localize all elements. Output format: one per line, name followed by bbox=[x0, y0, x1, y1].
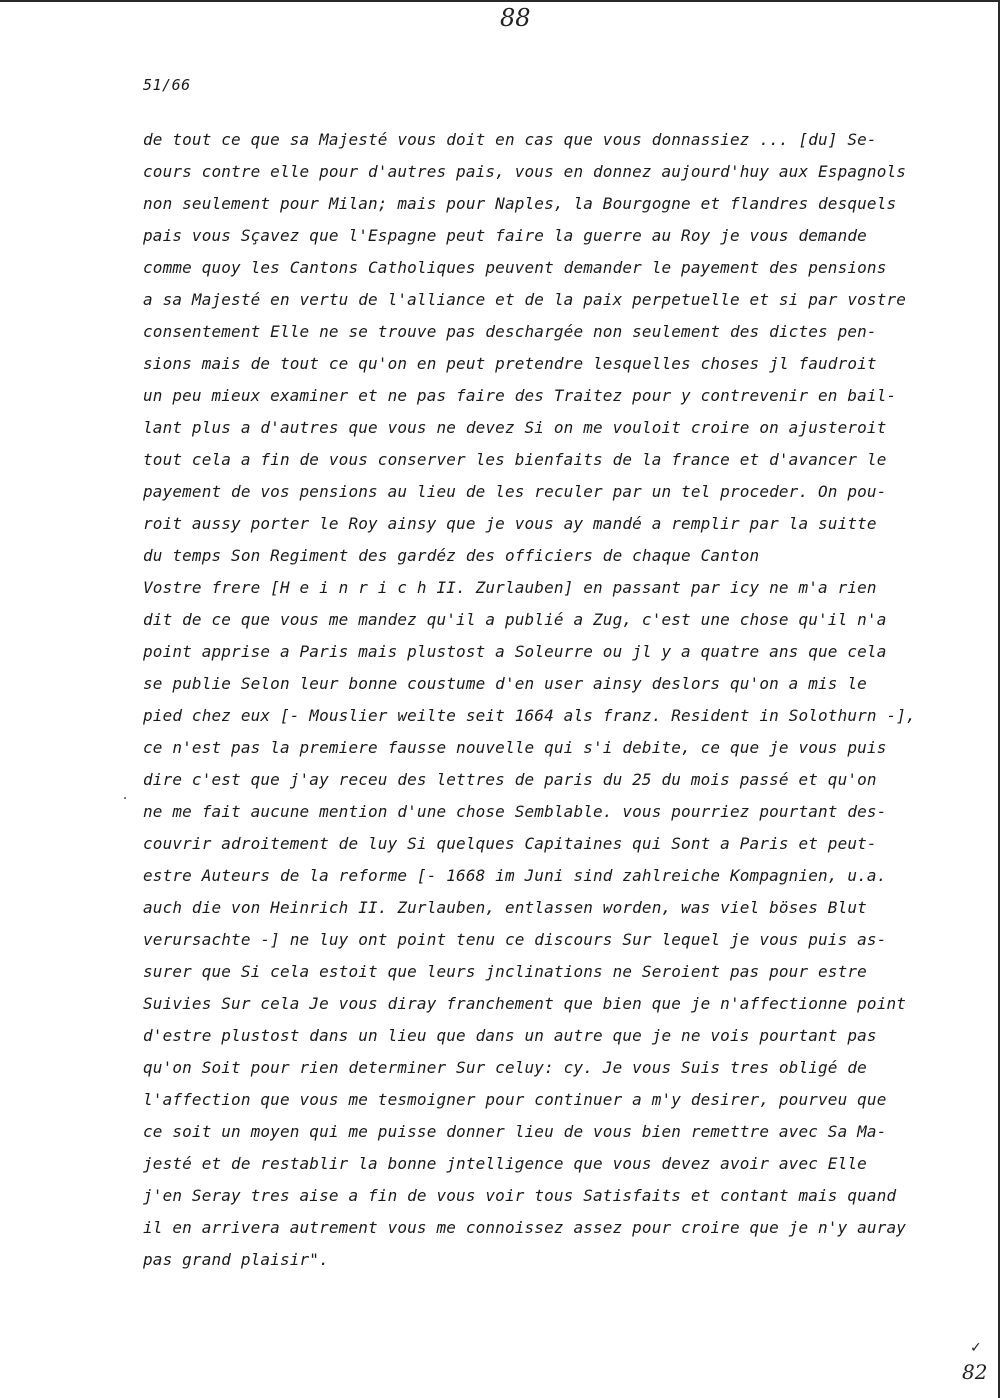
text-line: couvrir adroitement de luy Si quelques Capitaines qui Sont a Paris et peut- bbox=[143, 834, 877, 853]
text-line: du temps Son Regiment des gardéz des officiers de chaque Canton bbox=[143, 546, 760, 565]
text-line: un peu mieux examiner et ne pas faire des Traitez pour y contrevenir en bail- bbox=[143, 386, 897, 405]
text-line: verursachte -] ne luy ont point tenu ce discours Sur lequel je vous puis as- bbox=[143, 930, 887, 949]
text-line: Suivies Sur cela Je vous diray franchement que bien que je n'affectionne point bbox=[143, 994, 907, 1013]
text-line: cours contre elle pour d'autres pais, vous en donnez aujourd'huy aux Espagnols bbox=[143, 162, 907, 181]
text-line: point apprise a Paris mais plustost a Soleurre ou jl y a quatre ans que cela bbox=[143, 642, 887, 661]
text-line: auch die von Heinrich II. Zurlauben, entlassen worden, was viel böses Blut bbox=[143, 898, 867, 917]
text-line: Vostre frere [H e i n r i c h II. Zurlauben] en passant par icy ne m'a rien bbox=[143, 578, 877, 597]
transcription-body bbox=[143, 124, 943, 1276]
text-line: jesté et de restablir la bonne jntelligence que vous devez avoir avec Elle bbox=[143, 1154, 867, 1173]
text-line: lant plus a d'autres que vous ne devez Si on me vouloit croire on ajusteroit bbox=[143, 418, 887, 437]
folio-number-bottom: 82 bbox=[962, 1360, 988, 1384]
text-line: pais vous Sçavez que l'Espagne peut faire la guerre au Roy je vous demande bbox=[143, 226, 867, 245]
text-line: d'estre plustost dans un lieu que dans un autre que je ne vois pourtant pas bbox=[143, 1026, 877, 1045]
text-line: qu'on Soit pour rien determiner Sur celuy: cy. Je vous Suis tres obligé de bbox=[143, 1058, 867, 1077]
text-line: j'en Seray tres aise a fin de vous voir tous Satisfaits et contant mais quand bbox=[143, 1186, 897, 1205]
text-line: payement de vos pensions au lieu de les reculer par un tel proceder. On pou- bbox=[143, 482, 887, 501]
text-line: il en arrivera autrement vous me connoissez assez pour croire que je n'y auray bbox=[143, 1218, 907, 1237]
text-line: consentement Elle ne se trouve pas deschargée non seulement des dictes pen- bbox=[143, 322, 877, 341]
text-line: pas grand plaisir". bbox=[143, 1250, 329, 1269]
text-line: se publie Selon leur bonne coustume d'en user ainsy deslors qu'on a mis le bbox=[143, 674, 867, 693]
text-line: tout cela a fin de vous conserver les bienfaits de la france et d'avancer le bbox=[143, 450, 887, 469]
margin-mark bbox=[124, 797, 126, 799]
text-line: ce soit un moyen qui me puisse donner lieu de vous bien remettre avec Sa Ma- bbox=[143, 1122, 887, 1141]
text-line: ne me fait aucune mention d'une chose Semblable. vous pourriez pourtant des- bbox=[143, 802, 887, 821]
check-mark-icon: ✓ bbox=[970, 1340, 982, 1356]
text-line: surer que Si cela estoit que leurs jnclinations ne Seroient pas pour estre bbox=[143, 962, 867, 981]
text-line: l'affection que vous me tesmoigner pour continuer a m'y desirer, pourveu que bbox=[143, 1090, 887, 1109]
folio-number-top: 88 bbox=[500, 4, 531, 32]
text-line: a sa Majesté en vertu de l'alliance et de la paix perpetuelle et si par vostre bbox=[143, 290, 907, 309]
text-line: roit aussy porter le Roy ainsy que je vous ay mandé a remplir par la suitte bbox=[143, 514, 877, 533]
text-line: ce n'est pas la premiere fausse nouvelle qui s'i debite, ce que je vous puis bbox=[143, 738, 887, 757]
text-line: de tout ce que sa Majesté vous doit en cas que vous donnassiez ... [du] Se- bbox=[143, 130, 877, 149]
text-line: estre Auteurs de la reforme [- 1668 im Juni sind zahlreiche Kompagnien, u.a. bbox=[143, 866, 887, 885]
text-line: non seulement pour Milan; mais pour Naples, la Bourgogne et flandres desquels bbox=[143, 194, 897, 213]
text-line: dire c'est que j'ay receu des lettres de paris du 25 du mois passé et qu'on bbox=[143, 770, 877, 789]
text-line: comme quoy les Cantons Catholiques peuvent demander le payement des pensions bbox=[143, 258, 887, 277]
text-line: pied chez eux [- Mouslier weilte seit 1664 als franz. Resident in Solothurn -], bbox=[143, 706, 916, 725]
text-line: sions mais de tout ce qu'on en peut pretendre lesquelles choses jl faudroit bbox=[143, 354, 877, 373]
text-line: dit de ce que vous me mandez qu'il a publié a Zug, c'est une chose qu'il n'a bbox=[143, 610, 887, 629]
page-reference: 51/66 bbox=[143, 76, 191, 94]
